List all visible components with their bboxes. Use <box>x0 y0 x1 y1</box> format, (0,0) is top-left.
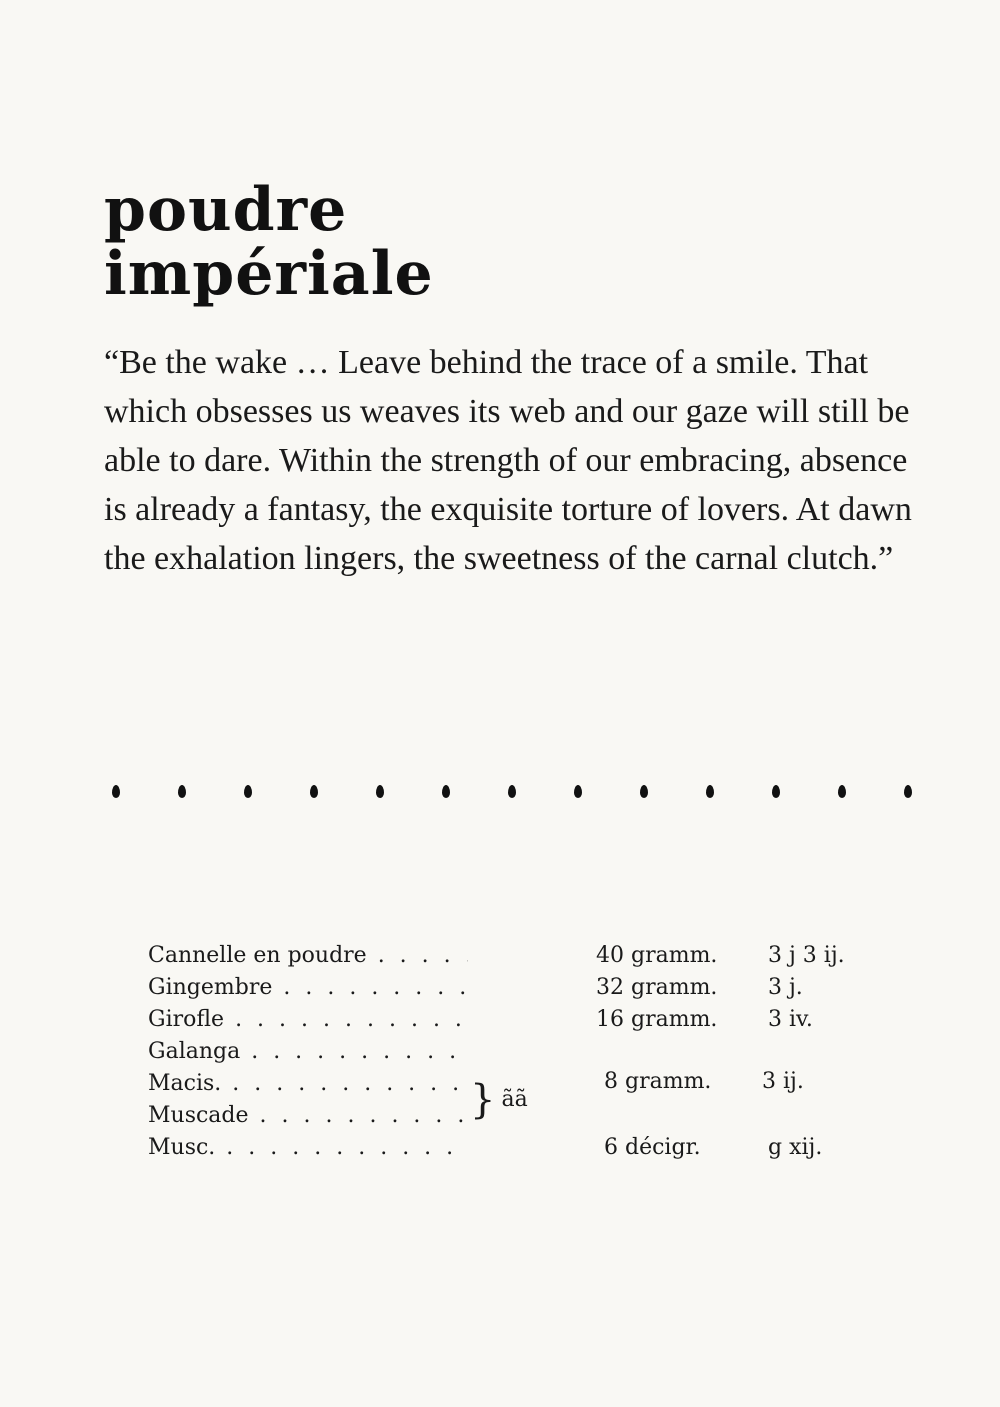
ingredient-name: Galanga . . . <box>148 1036 468 1068</box>
ingredient-quantity: 6 décigr. <box>604 1135 701 1160</box>
page-title <box>104 175 434 309</box>
ingredient-quantity: 16 gramm. <box>596 1007 718 1032</box>
dot-divider <box>112 785 912 809</box>
ingredient-apothecary: g xij. <box>768 1135 823 1160</box>
ingredient-quantity: 32 gramm. <box>596 975 718 1000</box>
ingredient-name: Macis. . . . <box>148 1068 468 1100</box>
recipe-row <box>148 1036 888 1068</box>
ingredient-name: Gingembre . . . <box>148 972 468 1004</box>
ingredient-name: Girofle . . . <box>148 1004 468 1036</box>
title-line-1: poudre <box>104 175 348 245</box>
brace-label: ãã <box>501 1087 528 1112</box>
divider-dot <box>244 785 252 798</box>
ingredient-apothecary: 3 j 3 ij. <box>768 943 845 968</box>
divider-dot <box>772 785 780 798</box>
divider-dot <box>574 785 582 798</box>
ingredient-name: Muscade . . . <box>148 1100 468 1132</box>
ingredient-apothecary: 3 j. <box>768 975 803 1000</box>
divider-dot <box>508 785 516 798</box>
grouping-brace <box>470 1068 528 1132</box>
divider-dot <box>904 785 912 798</box>
divider-dot <box>838 785 846 798</box>
recipe-row <box>148 1004 888 1036</box>
recipe-table <box>148 940 888 1164</box>
divider-dot <box>376 785 384 798</box>
ingredient-quantity: 40 gramm. <box>596 943 718 968</box>
ingredient-name: Musc. . . . <box>148 1132 468 1164</box>
brace-icon: } <box>470 1077 496 1123</box>
ingredient-quantity: 8 gramm. <box>604 1069 712 1094</box>
divider-dot <box>112 785 120 798</box>
divider-dot <box>178 785 186 798</box>
quote-paragraph: “Be the wake … Leave behind the trace of a smile. That which obsesses us weaves its web and our gaze will still be able to dare. Within the strength of our embracing, absence is already a fantasy, the exquisite torture of lovers. At dawn the exhalation lingers, the sweetness of the carnal clutch.” <box>104 344 912 577</box>
title-line-2: impériale <box>104 239 434 309</box>
recipe-row <box>148 1132 888 1164</box>
divider-dot <box>310 785 318 798</box>
ingredient-apothecary: 3 iv. <box>768 1007 813 1032</box>
ingredient-apothecary: 3 ij. <box>762 1069 804 1094</box>
divider-dot <box>442 785 450 798</box>
recipe-row <box>148 972 888 1004</box>
ingredient-name: Cannelle en poudre . . . <box>148 940 468 972</box>
divider-dot <box>640 785 648 798</box>
recipe-row <box>148 940 888 972</box>
divider-dot <box>706 785 714 798</box>
